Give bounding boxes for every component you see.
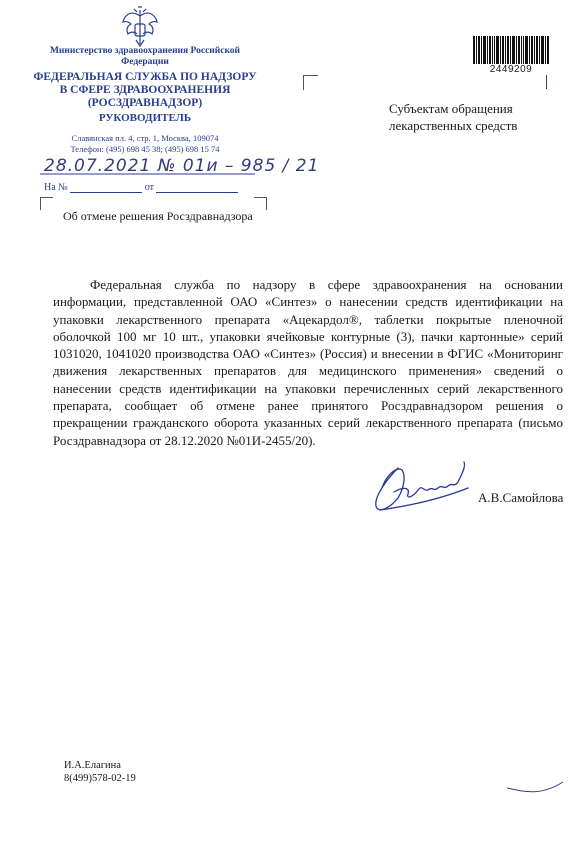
reference-line: [44, 182, 238, 193]
subject-bracket-left: [40, 197, 53, 210]
executor-phone: 8(499)578-02-19: [64, 773, 136, 784]
agency-name: ФЕДЕРАЛЬНАЯ СЛУЖБА ПО НАДЗОРУ В СФЕРЕ ЗДРАВООХРАНЕНИЯ (РОСЗДРАВНАДЗОР): [33, 71, 257, 109]
agency-address: Славянская пл. 4, стр. 1, Москва, 109074: [71, 133, 219, 143]
ministry-name: Министерство здравоохранения Российской Федерации: [49, 46, 241, 67]
handwritten-date-number: 28.07.2021 № 01и – 985 / 21: [44, 156, 320, 176]
on-number-blank: [70, 192, 142, 193]
from-blank: [156, 192, 238, 193]
signatory-name: А.В.Самойлова: [478, 490, 564, 505]
coat-of-arms-icon: [120, 6, 160, 48]
addressee-bracket-right: [545, 75, 547, 89]
executor-block: [64, 759, 136, 785]
position-title: РУКОВОДИТЕЛЬ: [98, 112, 192, 124]
barcode-icon: [473, 36, 549, 64]
agency-phone: Телефон: (495) 698 45 38; (495) 698 15 74: [70, 143, 220, 154]
decorative-swoosh: [505, 778, 565, 798]
from-label: от: [144, 182, 154, 193]
barcode-number: 2449209: [489, 64, 533, 75]
addressee-bracket-left: [303, 75, 318, 90]
signature-icon: [368, 458, 483, 518]
on-number-label: На №: [44, 182, 68, 193]
date-underline: [40, 172, 260, 176]
letter-body: Федеральная служба по надзору в сфере здравоохранения на основании информации, представленной ОАО «Синтез» о нанесении средств идентификации на упаковки лекарственного препарата «Ацекардол®, таблетки покрытые пленочной оболочкой 100 мг 10 шт., упаковки ячейковые контурные (3), пачки картонные» серий 1031020, 1041020 производства ОАО «Синтез» (Россия) и внесении в ФГИС «Мониторинг движения лекарственных препаратов для медицинского применения» сведений о нанесении средств идентификации на упаковки перечисленных серий лекарственного препарата, сообщает об отмене ранее принятого Росздравнадзором решения о прекращении гражданского оборота указанных серий лекарственного препарата (письмо Росздравнадзора от 28.12.2020 №01И-2455/20).: [53, 277, 563, 448]
subject-bracket-right: [254, 197, 267, 210]
agency-address-block: [40, 133, 250, 154]
addressee: Субъектам обращения лекарственных средств: [389, 101, 518, 133]
subject-line: Об отмене решения Росздравнадзора: [63, 209, 253, 223]
executor-name: И.А.Елагина: [64, 760, 121, 771]
